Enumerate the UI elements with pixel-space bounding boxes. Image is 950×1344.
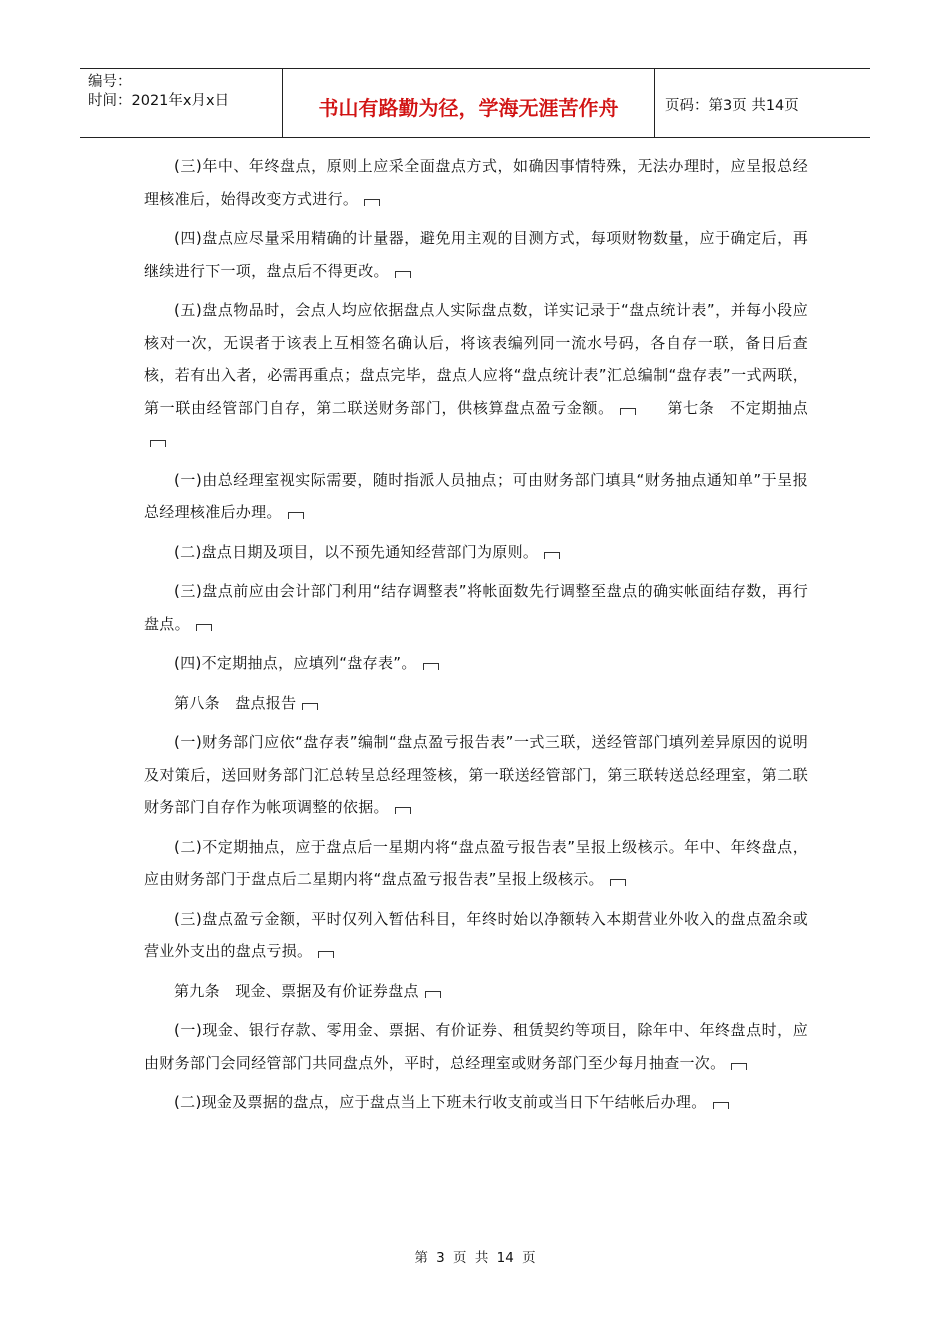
article-heading: 第七条 不定期抽点 — [667, 398, 809, 417]
paragraph-mark-icon — [395, 807, 411, 814]
paragraph-mark-icon — [288, 512, 304, 519]
paragraph: (一)财务部门应依“盘存表”编制“盘点盈亏报告表”一式三联，送经管部门填列差异原因的说明及对策后，送回财务部门汇总转呈总经理签核，第一联送经管部门，第三联转送总经理室，第二联财务部门自存作为帐项调整的依据。 — [144, 733, 808, 816]
document-body — [144, 150, 808, 1126]
page-header — [80, 68, 870, 138]
paragraph-mark-icon — [610, 879, 626, 886]
header-page-info: 页码：第3页 共14页 — [665, 97, 799, 114]
paragraph-mark-icon — [302, 703, 318, 710]
paragraph-mark-icon — [196, 624, 212, 631]
article-heading: 第九条 现金、票据及有价证券盘点 — [144, 975, 808, 1008]
paragraph-mark-icon — [423, 663, 439, 670]
article-heading: 第八条 盘点报告 — [144, 687, 808, 720]
paragraph-mark-icon — [425, 991, 441, 998]
paragraph-mark-icon — [731, 1063, 747, 1070]
paragraph: (一)现金、银行存款、零用金、票据、有价证券、租赁契约等项目，除年中、年终盘点时，应由财务部门会同经管部门共同盘点外，平时，总经理室或财务部门至少每月抽查一次。 — [144, 1021, 808, 1072]
paragraph-mark-icon — [713, 1102, 729, 1109]
document-number-label: 编号： — [88, 74, 132, 90]
paragraph-mark-icon — [364, 199, 380, 206]
paragraph: (三)盘点盈亏金额，平时仅列入暂估科目，年终时始以净额转入本期营业外收入的盘点盈余或营业外支出的盘点亏损。 — [144, 909, 808, 960]
paragraph-mark-icon — [620, 408, 636, 415]
paragraph: (五)盘点物品时，会点人均应依据盘点人实际盘点数，详实记录于“盘点统计表”，并每小段应核对一次，无误者于该表上互相签名确认后，将该表编列同一流水号码，各自存一联，备日后查核，若有出入者，必需再重点；盘点完毕，盘点人应将“盘点统计表”汇总编制“盘存表”一式两联，第一联由经管部门自存，第二联送财务部门，供核算盘点盈亏金额。 第七条 不定期抽点 — [144, 294, 808, 457]
document-time-label: 时间：2021年x月x日 — [88, 93, 230, 109]
paragraph: (四)不定期抽点，应填列“盘存表”。 — [144, 647, 808, 680]
header-motto: 书山有路勤为径，学海无涯苦作舟 — [283, 69, 655, 137]
page-footer: 第 3 页 共 14 页 — [414, 1250, 536, 1266]
paragraph: (三)盘点前应由会计部门利用“结存调整表”将帐面数先行调整至盘点的确实帐面结存数，再行盘点。 — [144, 582, 808, 633]
paragraph-mark-icon — [150, 440, 166, 447]
paragraph: (二)现金及票据的盘点，应于盘点当上下班未行收支前或当日下午结帐后办理。 — [144, 1086, 808, 1119]
paragraph: (二)盘点日期及项目，以不预先通知经营部门为原则。 — [144, 536, 808, 569]
paragraph: (四)盘点应尽量采用精确的计量器，避免用主观的目测方式，每项财物数量，应于确定后，再继续进行下一项，盘点后不得更改。 — [144, 229, 808, 280]
paragraph-mark-icon — [318, 951, 334, 958]
paragraph: (二)不定期抽点，应于盘点后一星期内将“盘点盈亏报告表”呈报上级核示。年中、年终盘点，应由财务部门于盘点后二星期内将“盘点盈亏报告表”呈报上级核示。 — [144, 837, 808, 888]
paragraph-mark-icon — [395, 271, 411, 278]
paragraph: (一)由总经理室视实际需要，随时指派人员抽点；可由财务部门填具“财务抽点通知单”于呈报总经理核准后办理。 — [144, 470, 808, 521]
paragraph-mark-icon — [544, 552, 560, 559]
header-meta — [80, 69, 283, 137]
paragraph: (三)年中、年终盘点，原则上应采全面盘点方式，如确因事情特殊，无法办理时，应呈报总经理核准后，始得改变方式进行。 — [144, 157, 808, 208]
